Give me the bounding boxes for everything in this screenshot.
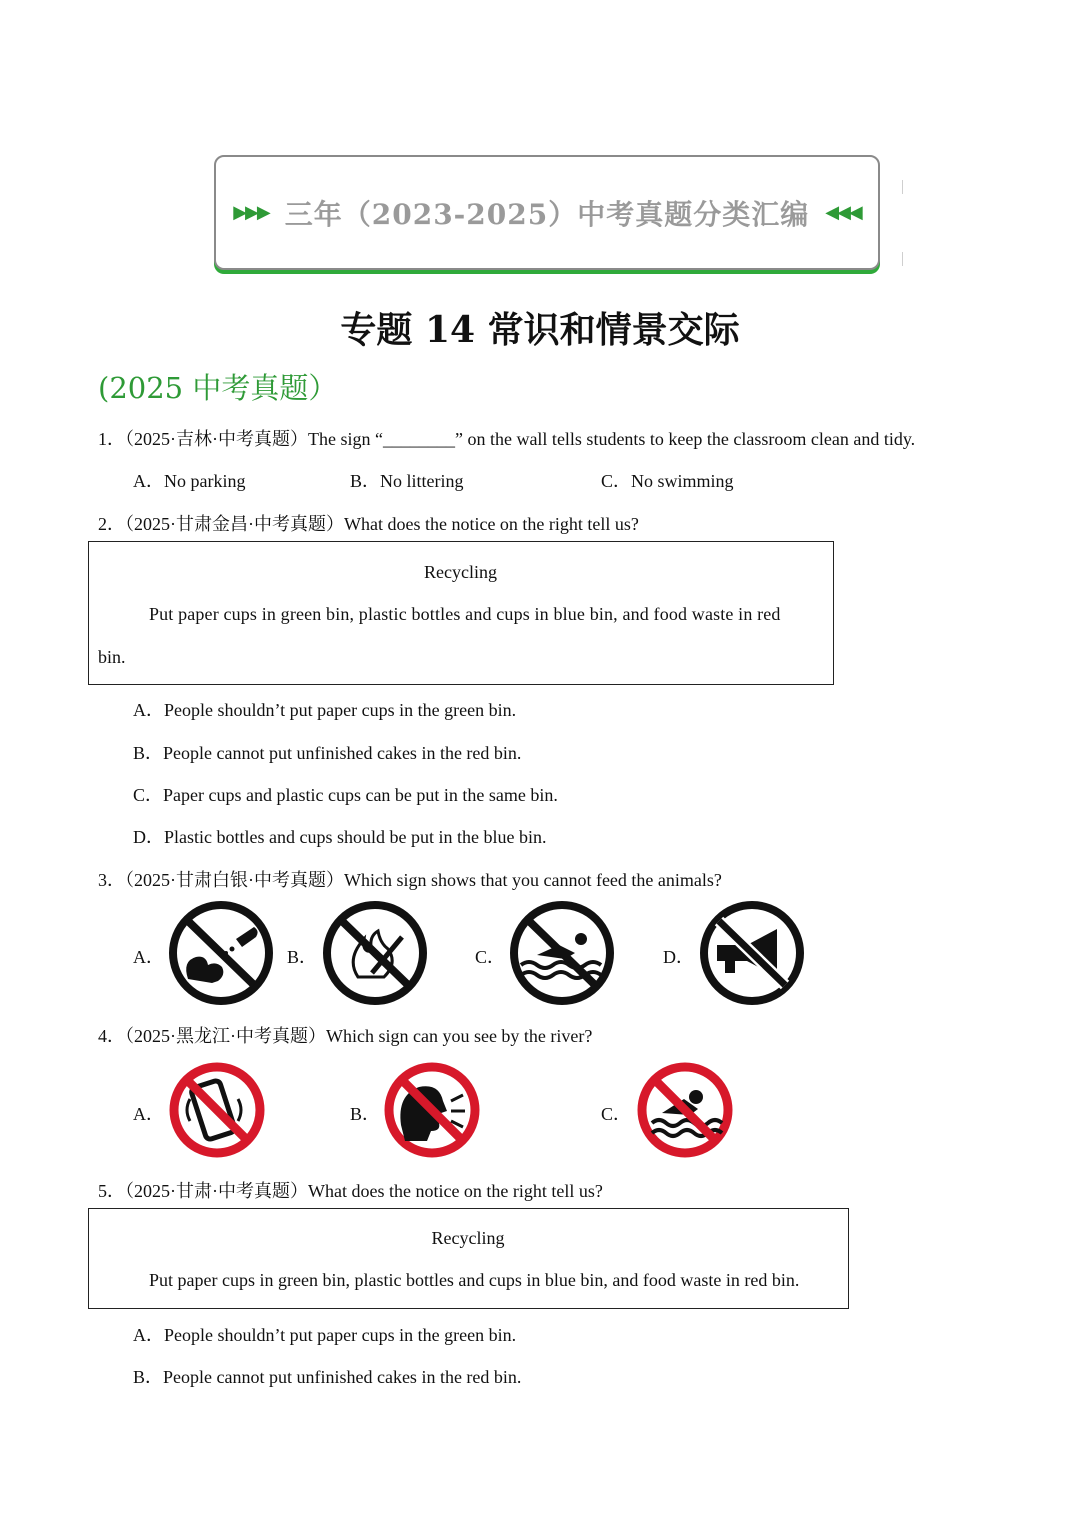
q2-option-c: C．Paper cups and plastic cups can be put in the same bin. bbox=[133, 785, 558, 805]
notice-title: Recycling bbox=[431, 1228, 505, 1248]
notice-box bbox=[88, 1208, 849, 1309]
no-feeding-icon bbox=[166, 899, 276, 1007]
q5-option-a: A．People shouldn’t put paper cups in the green bin. bbox=[133, 1325, 517, 1345]
no-fire-icon bbox=[320, 899, 430, 1007]
question-text: （2025·吉林·中考真题）The sign “________” on the wall tells students to keep the classroom clean and tidy. bbox=[125, 429, 916, 449]
question-text: （2025·黑龙江·中考真题）Which sign can you see by the river? bbox=[125, 1026, 593, 1046]
section-heading: (2025 中考真题） bbox=[98, 371, 338, 405]
notice-title: Recycling bbox=[424, 562, 497, 582]
banner-text: 三年（2023-2025）中考真题分类汇编 bbox=[284, 197, 810, 231]
question-number: 2． bbox=[98, 514, 125, 534]
margin-tick bbox=[902, 180, 903, 194]
no-horn-icon bbox=[697, 899, 807, 1007]
question-4 bbox=[98, 1022, 592, 1048]
question-5 bbox=[98, 1177, 603, 1203]
question-text: （2025·甘肃白银·中考真题）Which sign shows that you cannot feed the animals? bbox=[125, 870, 722, 890]
question-number: 1． bbox=[98, 429, 125, 449]
question-number: 5． bbox=[98, 1181, 125, 1201]
notice-text: Put paper cups in green bin, plastic bottles and cups in blue bin, and food waste in red bbox=[149, 604, 781, 624]
no-swimming-red-icon bbox=[636, 1061, 734, 1159]
page-title: 专题 14 常识和情景交际 bbox=[340, 309, 740, 351]
q3-option-b: B． bbox=[287, 947, 318, 967]
q4-option-c: C． bbox=[601, 1104, 632, 1124]
margin-tick bbox=[902, 252, 903, 266]
question-1 bbox=[98, 425, 915, 451]
q1-option-a: A．No parking bbox=[133, 471, 246, 491]
no-phone-icon bbox=[168, 1061, 266, 1159]
question-number: 3． bbox=[98, 870, 125, 890]
question-2 bbox=[98, 510, 639, 536]
q4-option-b: B． bbox=[350, 1104, 381, 1124]
q2-option-a: A．People shouldn’t put paper cups in the green bin. bbox=[133, 700, 517, 720]
question-3 bbox=[98, 866, 722, 892]
q2-option-d: D．Plastic bottles and cups should be put in the blue bin. bbox=[133, 827, 547, 847]
q1-option-b: B．No littering bbox=[350, 471, 464, 491]
notice-box bbox=[88, 541, 834, 685]
right-arrows-icon: ◀◀◀ bbox=[825, 202, 861, 223]
q3-option-d: D． bbox=[663, 947, 694, 967]
q2-option-b: B．People cannot put unfinished cakes in the red bin. bbox=[133, 743, 522, 763]
q1-option-c: C．No swimming bbox=[601, 471, 734, 491]
question-text: （2025·甘肃·中考真题）What does the notice on the right tell us? bbox=[125, 1181, 603, 1201]
notice-text: Put paper cups in green bin, plastic bottles and cups in blue bin, and food waste in red bin. bbox=[149, 1270, 800, 1290]
notice-text-cont: bin. bbox=[98, 647, 126, 667]
q5-option-b: B．People cannot put unfinished cakes in the red bin. bbox=[133, 1367, 522, 1387]
no-swimming-icon bbox=[507, 899, 617, 1007]
q3-option-a: A． bbox=[133, 947, 164, 967]
left-arrows-icon: ▶▶▶ bbox=[233, 202, 269, 223]
question-text: （2025·甘肃金昌·中考真题）What does the notice on the right tell us? bbox=[125, 514, 639, 534]
header-banner bbox=[214, 155, 880, 270]
question-number: 4． bbox=[98, 1026, 125, 1046]
q3-option-c: C． bbox=[475, 947, 506, 967]
no-shouting-icon bbox=[383, 1061, 481, 1159]
q4-option-a: A． bbox=[133, 1104, 164, 1124]
